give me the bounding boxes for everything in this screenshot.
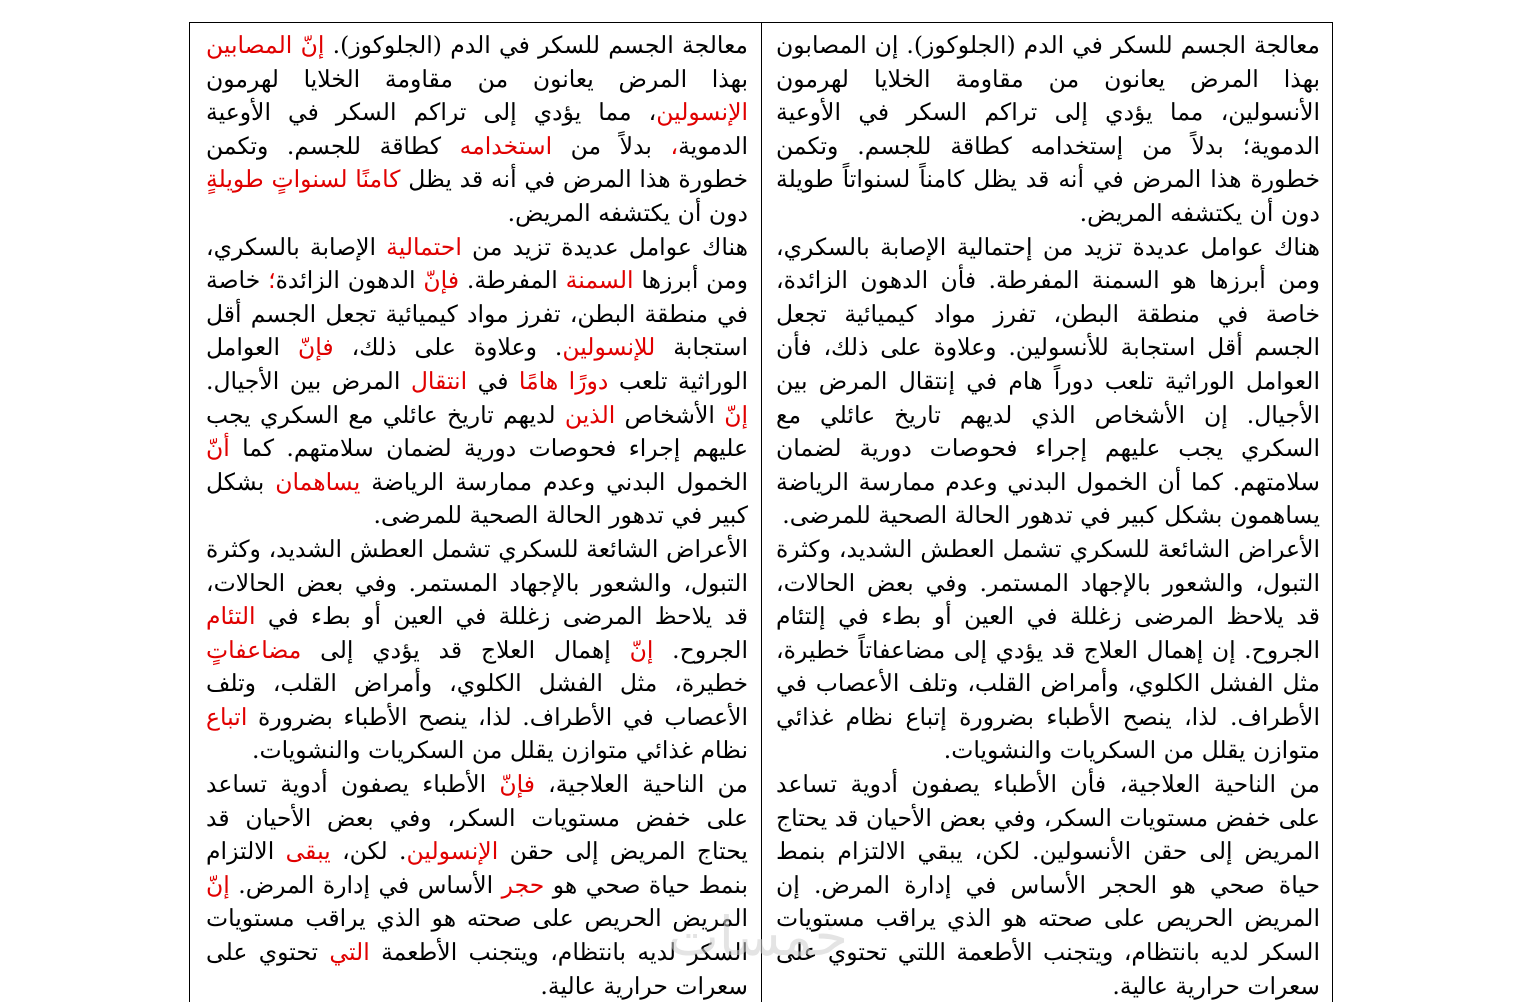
text-segment: بهذا المرض يعانون من مقاومة الخلايا لهرمون bbox=[206, 64, 748, 93]
correction-highlight: إنّ bbox=[724, 400, 748, 429]
correction-highlight: اتباع bbox=[206, 702, 248, 731]
text-segment: الإصابة بالسكري، ومن أبرزها bbox=[206, 232, 748, 295]
text-segment: الأساس في إدارة المرض. bbox=[229, 870, 502, 899]
correction-highlight: فإنّ bbox=[499, 770, 535, 799]
text-segment: ، مما يؤدي إلى تراكم السكر في الأوعية الدموية bbox=[206, 98, 748, 160]
text-segment: بدلاً من bbox=[552, 131, 671, 160]
text-segment: في bbox=[467, 366, 519, 395]
corrected-paragraph bbox=[206, 768, 748, 1003]
text-segment: المرض بين الأجيال. bbox=[206, 366, 411, 395]
text-segment: المريض الحريص على صحته هو الذي يراقب مستويات السكر لديه بانتظام، ويتجنب الأطعمة bbox=[206, 904, 748, 967]
text-segment: . وعلاوة على ذلك، bbox=[333, 333, 563, 362]
original-paragraph: الأعراض الشائعة للسكري تشمل العطش الشديد، وكثرة التبول، والشعور بالإجهاد المستمر. وفي بعض الحالات، قد يلاحظ المرضى زغللة في العين أو بطء في إلتئام الجروح. إن إهمال العلاج قد يؤدي إلى مضاعفاتاً خطيرة، مثل الفشل الكلوي، وأمراض القلب، وتلف الأعصاب في الأطراف. لذا، ينصح الأطباء بضرورة إتباع نظام غذائي متوازن يقلل من السكريات والنشويات. bbox=[776, 534, 1320, 765]
correction-highlight: إنّ bbox=[629, 635, 654, 664]
text-segment: الخمول البدني وعدم ممارسة الرياضة bbox=[360, 467, 749, 496]
original-paragraph: معالجة الجسم للسكر في الدم (الجلوكوز). إن المصابون بهذا المرض يعانون من مقاومة الخلايا لهرمون الأنسولين، مما يؤدي إلى تراكم السكر في الأوعية الدموية؛ بدلاً من إستخدامه كطاقة للجسم. وتكمن خطورة هذا المرض في أنه قد يظل كامناً لسنواتاً طويلة دون أن يكتشفه المريض. bbox=[776, 31, 1320, 227]
text-segment: هناك عوامل عديدة تزيد من bbox=[461, 232, 749, 261]
text-segment: إهمال العلاج قد يؤدي إلى bbox=[301, 635, 630, 664]
text-segment: لديهم تاريخ عائلي مع السكري يجب عليهم إجراء فحوصات دورية لضمان سلامتهم. كما bbox=[206, 400, 748, 463]
original-paragraph: من الناحية العلاجية، فأن الأطباء يصفون أدوية تساعد على خفض مستويات السكر، وفي بعض الأحيان قد يحتاج المريض إلى حقن الأنسولين. لكن، يبقي الالتزام بنمط حياة صحي هو الحجر الأساس في إدارة المرض. إن المريض الحريص على صحته هو الذي يراقب مستويات السكر لديه بانتظام، ويتجنب الأطعمة اللتي تحتوي على سعرات حرارية عالية. bbox=[776, 770, 1320, 1000]
correction-highlight: الإنسولين bbox=[406, 837, 499, 866]
text-segment: كطاقة للجسم. وتكمن خطورة هذا المرض في أنه قد يظل bbox=[206, 131, 748, 194]
correction-highlight: كامنًا لسنواتٍ طويلةٍ bbox=[206, 165, 401, 194]
text-segment: خاصة في منطقة البطن، تفرز مواد كيميائية تجعل الجسم أقل استجابة bbox=[206, 266, 748, 362]
text-segment: الأشخاص bbox=[615, 400, 725, 429]
correction-highlight: التئام bbox=[206, 602, 256, 631]
correction-highlight: إنّ bbox=[206, 870, 230, 899]
text-segment: الدهون الزائدة bbox=[275, 266, 424, 295]
correction-highlight: احتمالية bbox=[386, 232, 462, 261]
text-segment: نظام غذائي متوازن يقلل من السكريات والنشويات. bbox=[251, 736, 748, 765]
corrected-paragraph bbox=[206, 231, 748, 533]
text-segment: العوامل الوراثية تلعب bbox=[206, 333, 748, 395]
correction-highlight: للإنسولين bbox=[562, 333, 656, 362]
text-segment: من الناحية العلاجية، bbox=[535, 770, 748, 799]
correction-highlight: أنّ bbox=[206, 434, 230, 463]
correction-highlight: ، bbox=[670, 131, 679, 160]
correction-highlight: فإنّ bbox=[423, 266, 460, 295]
text-segment: الأطباء يصفون أدوية تساعد على خفض مستويات السكر، وفي بعض الأحيان قد يحتاج المريض إلى حقن bbox=[206, 770, 748, 866]
column-divider bbox=[761, 23, 762, 1002]
text-segment: . لكن، bbox=[330, 837, 407, 866]
correction-highlight: دورًا هامًا bbox=[518, 366, 609, 395]
correction-highlight: التي bbox=[329, 938, 370, 967]
correction-highlight: مضاعفاتٍ bbox=[206, 635, 302, 664]
correction-highlight: الذين bbox=[564, 400, 616, 429]
corrected-paragraph bbox=[206, 29, 748, 231]
corrected-paragraph bbox=[206, 533, 748, 768]
text-segment: تحتوي على سعرات حرارية عالية. bbox=[206, 938, 748, 1000]
text-segment: دون أن يكتشفه المريض. bbox=[507, 198, 748, 227]
correction-highlight: إنّ المصابين bbox=[206, 31, 325, 59]
correction-highlight: الإنسولين bbox=[656, 98, 748, 127]
correction-highlight: انتقال bbox=[410, 366, 468, 395]
comparison-table bbox=[189, 22, 1333, 1002]
correction-highlight: فإنّ bbox=[298, 333, 334, 362]
text-segment: المفرطة. bbox=[459, 266, 566, 295]
original-paragraph: هناك عوامل عديدة تزيد من إحتمالية الإصابة بالسكري، ومن أبرزها هو السمنة المفرطة. فأن الدهون الزائدة، خاصة في منطقة البطن، تفرز مواد كيميائية تجعل الجسم أقل استجابة للأنسولين. وعلاوة على ذلك، فأن العوامل الوراثية تلعب دوراً هام في إنتقال المرض بين الأجيال. إن الأشخاص الذي لديهم تاريخ عائلي مع السكري يجب عليهم إجراء فحوصات دورية لضمان سلامتهم. كما أن الخمول البدني وعدم ممارسة الرياضة يساهمون بشكل كبير في تدهور الحالة الصحية للمرضى. bbox=[776, 232, 1320, 530]
correction-highlight: يساهمان bbox=[275, 467, 361, 496]
correction-highlight: السمنة bbox=[565, 266, 634, 295]
text-segment: معالجة الجسم للسكر في الدم (الجلوكوز). bbox=[324, 31, 749, 59]
original-text-column bbox=[776, 29, 1320, 1003]
correction-highlight: استخدامه bbox=[459, 131, 553, 160]
text-segment: خطيرة، مثل الفشل الكلوي، وأمراض القلب، وتلف الأعصاب في الأطراف. لذا، ينصح الأطباء بضرورة bbox=[206, 669, 748, 731]
corrected-text-column bbox=[206, 29, 748, 1003]
text-segment: الأعراض الشائعة للسكري تشمل العطش الشديد، وكثرة التبول، والشعور بالإجهاد المستمر. وفي بعض الحالات، قد يلاحظ المرضى زغللة في العين أو بطء في bbox=[206, 534, 748, 631]
correction-highlight: ؛ bbox=[268, 266, 276, 295]
text-segment: الجروح. bbox=[653, 635, 748, 664]
text-segment: الالتزام بنمط حياة صحي هو bbox=[206, 837, 748, 899]
correction-highlight: حجر bbox=[501, 870, 545, 899]
watermark-logo: خمسات bbox=[668, 905, 849, 968]
text-segment: بشكل كبير في تدهور الحالة الصحية للمرضى. bbox=[206, 467, 748, 530]
correction-highlight: يبقى bbox=[285, 837, 331, 866]
